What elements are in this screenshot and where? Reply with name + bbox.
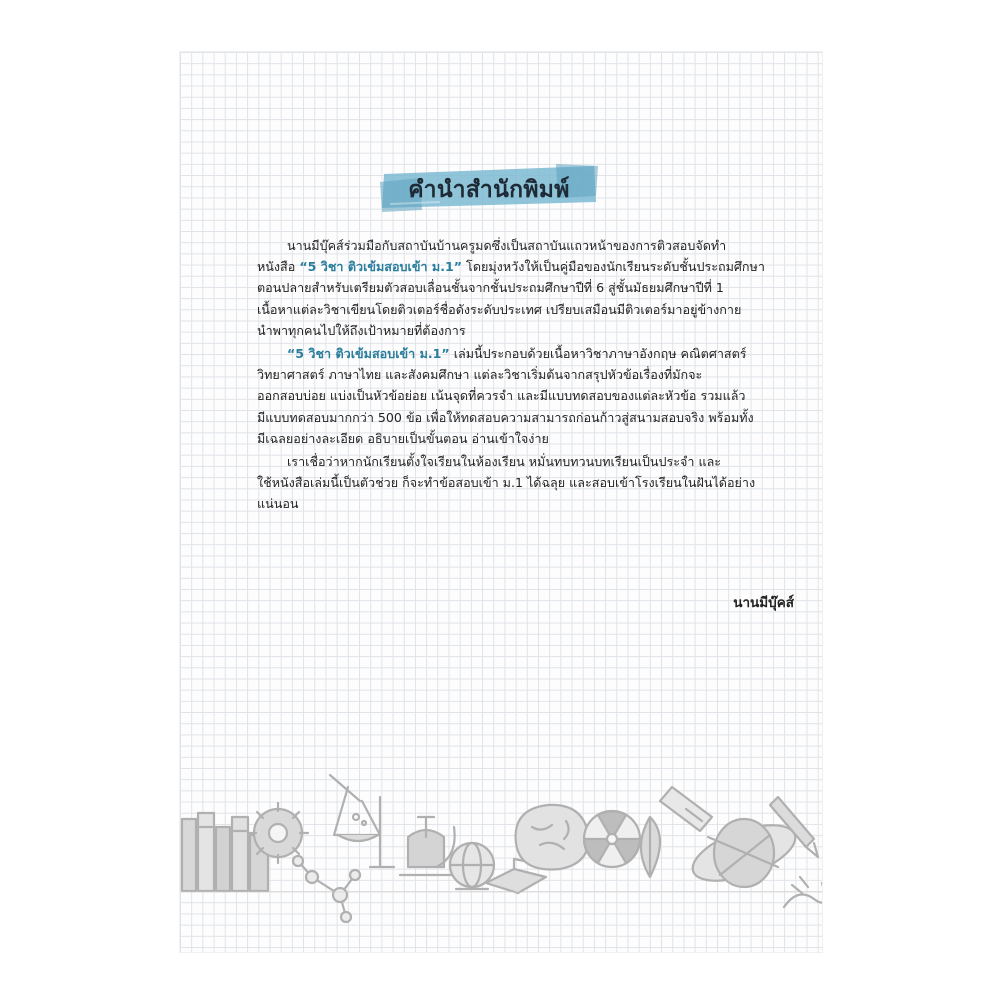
text-fragment: เล่มนี้ประกอบด้วยเนื้อหาวิชาภาษาอังกฤษ คณิตศาสตร์: [449, 346, 747, 362]
document-page: [180, 52, 822, 952]
text-line: วิทยาศาสตร์ ภาษาไทย และสังคมศึกษา แต่ละวิชาเริ่มต้นจากสรุปหัวข้อเรื่องที่มักจะ: [257, 367, 703, 383]
text-line: [257, 343, 777, 364]
text-fragment: โดยมุ่งหวังให้เป็นคู่มือของนักเรียนระดับชั้นประถมศึกษา: [462, 259, 765, 275]
text-line: แน่นอน: [257, 496, 299, 512]
test-tube-icon: [660, 787, 712, 831]
text-line: มีแบบทดสอบมากกว่า 500 ข้อ เพื่อให้ทดสอบความสามารถก่อนก้าวสู่สนามสอบจริง พร้อมทั้ง: [257, 409, 754, 425]
paragraph-2: [257, 343, 777, 449]
title-banner: [380, 164, 598, 212]
text-line: นำพาทุกคนไปให้ถึงเป้าหมายที่ต้องการ: [257, 322, 466, 338]
text-line: ตอนปลายสำหรับเตรียมตัวสอบเลื่อนชั้นจากชั้นประถมศึกษาปีที่ 6 สู่ชั้นมัธยมศึกษาปีที่ 1: [257, 280, 724, 296]
text-line: [257, 256, 777, 277]
page-title: คำนำสำนักพิมพ์: [408, 177, 570, 203]
text-line: เราเชื่อว่าหากนักเรียนตั้งใจเรียนในห้องเรียน หมั่นทบทวนบทเรียนเป็นประจำ และ: [287, 454, 722, 470]
gear-icon: [248, 803, 308, 863]
science-doodles: [180, 757, 822, 932]
flask-icon: [330, 775, 394, 867]
text-line: ใช้หนังสือเล่มนี้เป็นตัวช่วย ก็จะทำข้อสอบเข้า ม.1 ได้ฉลุย และสอบเข้าโรงเรียนในฝันได้อย่าง: [257, 475, 756, 491]
text-line: ออกสอบบ่อย แบ่งเป็นหัวข้อย่อย เน้นจุดที่ควรจำ และมีแบบทดสอบของแต่ละหัวข้อ รวมแล้ว: [257, 388, 746, 404]
text-line: เนื้อหาแต่ละวิชาเขียนโดยติวเตอร์ชื่อดังระดับประเทศ เปรียบเสมือนมีติวเตอร์มาอยู่ข้างกาย: [257, 301, 742, 317]
preface-body: [257, 235, 777, 517]
brain-icon: [516, 805, 589, 870]
book-title-highlight: “5 วิชา ติวเข้มสอบเข้า ม.1”: [299, 259, 463, 275]
paragraph-3: [257, 451, 777, 515]
publisher-signature: นานมีบุ๊คส์: [733, 595, 794, 611]
text-line: นานมีบุ๊คส์ร่วมมือกับสถาบันบ้านครูมดซึ่งเป็นสถาบันแถวหน้าของการติวสอบจัดทำ: [287, 238, 727, 253]
radiation-icon: [584, 811, 640, 867]
book-title-highlight: “5 วิชา ติวเข้มสอบเข้า ม.1”: [287, 346, 450, 362]
molecule-icon: [293, 856, 360, 922]
text-line: มีเฉลยอย่างละเอียด อธิบายเป็นขั้นตอน อ่านเข้าใจง่าย: [257, 430, 549, 446]
microscope-icon: [400, 817, 455, 875]
text-fragment: หนังสือ: [257, 259, 300, 275]
paragraph-1: [257, 235, 777, 341]
leaf-icon: [641, 817, 660, 877]
